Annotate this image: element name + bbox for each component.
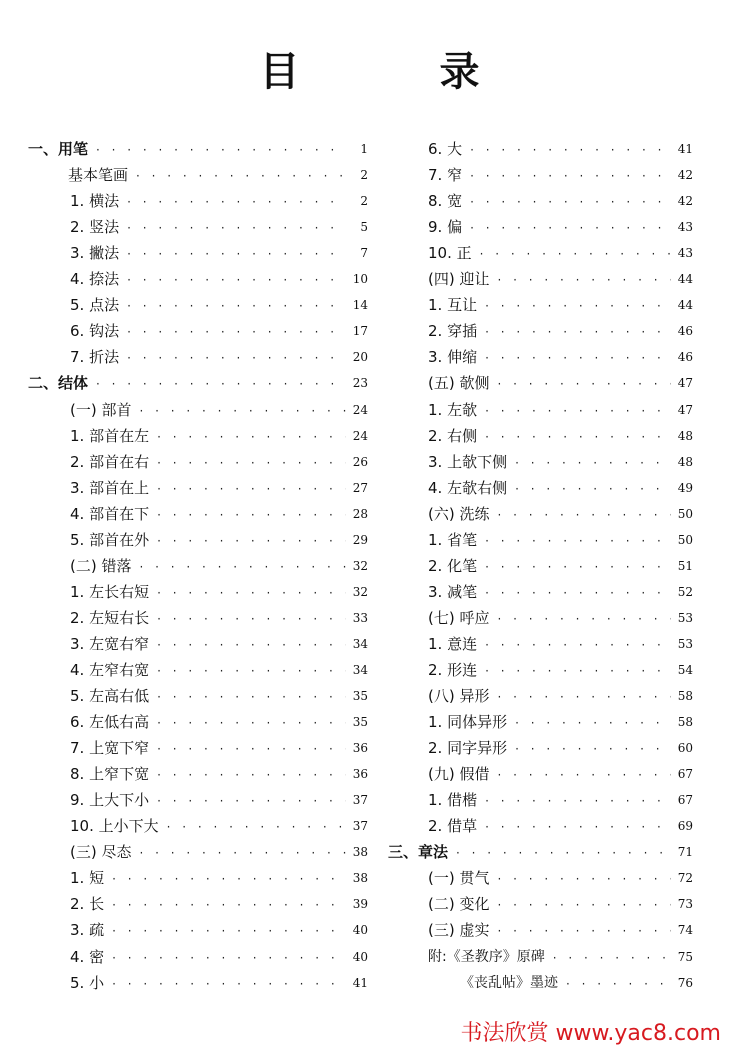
toc-entry-label: 2. 形连 [428, 660, 478, 679]
toc-entry-label: 二、结体 [28, 374, 89, 393]
toc-entry [388, 263, 693, 289]
toc-entry-page: 72 [677, 871, 693, 886]
toc-entry [388, 341, 693, 367]
toc-entry-page: 43 [677, 220, 693, 235]
toc-entry [28, 263, 368, 289]
toc-entry-page: 33 [352, 610, 368, 625]
toc-entry [388, 315, 693, 341]
toc-entry-page: 40 [352, 923, 368, 938]
toc-entry-page: 20 [352, 350, 368, 365]
toc-entry-label: (四) 迎让 [428, 270, 490, 289]
toc-entry-label: (八) 异形 [428, 687, 490, 706]
toc-entry-page: 51 [677, 558, 693, 573]
toc-entry-label: (二) 变化 [428, 895, 490, 914]
toc-entry [28, 654, 368, 680]
toc-entry-page: 36 [352, 767, 368, 782]
toc-entry [28, 315, 368, 341]
dot-leader [139, 558, 346, 576]
toc-entry [388, 914, 693, 940]
dot-leader [157, 454, 346, 472]
toc-entry-label: 3. 减笔 [428, 582, 478, 601]
dot-leader [157, 428, 346, 446]
toc-entry-label: 5. 点法 [70, 296, 120, 315]
toc-entry-label: 9. 上大下小 [70, 791, 150, 810]
toc-entry-label: 2. 化笔 [428, 556, 478, 575]
dot-leader [485, 349, 671, 367]
dot-leader [127, 297, 346, 315]
dot-leader [515, 454, 671, 472]
toc-entry [28, 888, 368, 914]
dot-leader [485, 297, 671, 315]
toc-entry [388, 393, 693, 419]
dot-leader [497, 870, 671, 888]
toc-entry-page: 27 [352, 480, 368, 495]
toc-entry-label: 5. 小 [70, 973, 105, 992]
dot-leader [157, 636, 346, 654]
toc-entry-label: (五) 欹侧 [428, 374, 490, 393]
dot-leader [157, 740, 346, 758]
toc-entry-page: 2 [360, 194, 368, 209]
toc-entry [28, 784, 368, 810]
toc-entry-page: 32 [352, 584, 368, 599]
toc-entry [388, 628, 693, 654]
toc-entry-label: 5. 部首在外 [70, 530, 150, 549]
toc-entry-label: 《丧乱帖》墨迹 [460, 974, 558, 991]
toc-entry-page: 24 [352, 402, 368, 417]
dot-leader [167, 818, 346, 836]
toc-entry-page: 73 [677, 897, 693, 912]
toc-entry-label: 1. 同体异形 [428, 713, 508, 732]
toc-entry-page: 74 [677, 923, 693, 938]
toc-entry [28, 862, 368, 888]
dot-leader [136, 167, 346, 185]
toc-entry [28, 628, 368, 654]
toc-entry-page: 71 [677, 845, 693, 860]
toc-entry-page: 14 [352, 298, 368, 313]
toc-entry [388, 810, 693, 836]
toc-entry [28, 706, 368, 732]
dot-leader [470, 193, 671, 211]
toc-entry-label: 1. 横法 [70, 192, 120, 211]
toc-entry [28, 680, 368, 706]
toc-entry [28, 940, 368, 966]
dot-leader [485, 428, 671, 446]
toc-entry-page: 35 [352, 715, 368, 730]
dot-leader [515, 740, 671, 758]
toc-entry [28, 185, 368, 211]
toc-entry-label: 6. 钩法 [70, 322, 120, 341]
toc-entry-label: 3. 疏 [70, 921, 105, 940]
toc-entry-page: 52 [677, 584, 693, 599]
dot-leader [485, 662, 671, 680]
dot-leader [566, 975, 671, 993]
toc-entry-page: 40 [352, 949, 368, 964]
toc-entry [388, 576, 693, 602]
toc-entry-page: 34 [352, 662, 368, 677]
dot-leader [127, 323, 346, 341]
toc-entry [388, 211, 693, 237]
toc-entry-page: 38 [352, 871, 368, 886]
toc-entry-page: 54 [677, 662, 693, 677]
toc-entry-label: 7. 上宽下窄 [70, 739, 150, 758]
dot-leader [139, 402, 346, 420]
toc-entry-page: 49 [677, 480, 693, 495]
toc-entry-page: 58 [677, 715, 693, 730]
toc-entry [28, 498, 368, 524]
dot-leader [112, 949, 346, 967]
toc-entry-page: 41 [677, 142, 693, 157]
toc-entry-label: 6. 大 [428, 140, 463, 159]
toc-entry-page: 32 [352, 558, 368, 573]
toc-entry [28, 602, 368, 628]
toc-entry-label: 2. 左短右长 [70, 608, 150, 627]
dot-leader [470, 167, 671, 185]
toc-entry-page: 41 [352, 975, 368, 990]
toc-entry-page: 28 [352, 506, 368, 521]
dot-leader [497, 766, 671, 784]
toc-entry-page: 67 [677, 767, 693, 782]
toc-entry [388, 784, 693, 810]
toc-entry-label: 三、章法 [388, 843, 449, 862]
toc-entry-label: 8. 宽 [428, 192, 463, 211]
toc-entry [28, 289, 368, 315]
toc-entry-label: 7. 折法 [70, 348, 120, 367]
dot-leader [127, 271, 346, 289]
toc-entry-page: 58 [677, 689, 693, 704]
dot-leader [157, 480, 346, 498]
dot-leader [497, 271, 671, 289]
toc-entry [388, 888, 693, 914]
toc-entry-page: 47 [677, 402, 693, 417]
toc-entry [388, 498, 693, 524]
toc-entry [388, 289, 693, 315]
toc-entry-label: 4. 左窄右宽 [70, 660, 150, 679]
toc-right-column [388, 133, 693, 993]
toc-entry [28, 810, 368, 836]
toc-entry [28, 237, 368, 263]
toc-entry-page: 36 [352, 741, 368, 756]
page-title: 目 录 [259, 49, 530, 95]
dot-leader [127, 219, 346, 237]
dot-leader [497, 896, 671, 914]
toc-entry-page: 1 [360, 142, 368, 157]
toc-entry-label: (一) 部首 [70, 400, 132, 419]
dot-leader [470, 141, 671, 159]
dot-leader [112, 975, 346, 993]
dot-leader [139, 844, 346, 862]
dot-leader [497, 610, 671, 628]
dot-leader [497, 922, 671, 940]
dot-leader [497, 506, 671, 524]
toc-entry-label: 2. 右侧 [428, 426, 478, 445]
toc-entry-page: 47 [677, 376, 693, 391]
dot-leader [485, 532, 671, 550]
toc-entry-page: 23 [352, 376, 368, 391]
toc-entry [388, 550, 693, 576]
toc-entry-label: 5. 左高右低 [70, 687, 150, 706]
dot-leader [157, 506, 346, 524]
toc-entry [388, 159, 693, 185]
toc-entry [28, 758, 368, 784]
dot-leader [456, 844, 671, 862]
toc-entry [28, 341, 368, 367]
dot-leader [157, 766, 346, 784]
toc-entry [28, 836, 368, 862]
toc-entry-label: 3. 伸缩 [428, 348, 478, 367]
dot-leader [157, 714, 346, 732]
toc-entry-page: 67 [677, 793, 693, 808]
toc-entry [388, 185, 693, 211]
toc-entry [388, 967, 693, 993]
toc-entry-label: 1. 互让 [428, 296, 478, 315]
dot-leader [157, 584, 346, 602]
toc-entry-label: 1. 部首在左 [70, 426, 150, 445]
toc-entry [388, 732, 693, 758]
dot-leader [485, 818, 671, 836]
toc-entry-label: 4. 密 [70, 947, 105, 966]
toc-entry [388, 472, 693, 498]
toc-entry-label: 1. 意连 [428, 634, 478, 653]
toc-entry-page: 26 [352, 454, 368, 469]
dot-leader [515, 714, 671, 732]
toc-entry-label: 2. 穿插 [428, 322, 478, 341]
toc-entry-page: 46 [677, 324, 693, 339]
toc-entry-page: 46 [677, 350, 693, 365]
toc-entry [28, 420, 368, 446]
toc-entry [388, 237, 693, 263]
toc-entry-page: 24 [352, 428, 368, 443]
toc-entry [388, 680, 693, 706]
toc-entry-label: 2. 长 [70, 895, 105, 914]
dot-leader [485, 558, 671, 576]
toc-entry [388, 836, 693, 862]
dot-leader [96, 375, 346, 393]
toc-entry [388, 706, 693, 732]
toc-entry-page: 42 [677, 194, 693, 209]
toc-entry [388, 654, 693, 680]
toc-entry [28, 914, 368, 940]
toc-entry-label: (七) 呼应 [428, 608, 490, 627]
dot-leader [553, 949, 671, 967]
watermark: 书法欣赏 www.yac8.com [460, 1021, 721, 1046]
toc-entry-label: 3. 撇法 [70, 244, 120, 263]
dot-leader [157, 532, 346, 550]
toc-entry [28, 576, 368, 602]
dot-leader [127, 193, 346, 211]
toc-entry-page: 34 [352, 636, 368, 651]
dot-leader [157, 610, 346, 628]
toc-entry-page: 2 [360, 168, 368, 183]
dot-leader [485, 323, 671, 341]
toc-entry-page: 37 [352, 819, 368, 834]
dot-leader [157, 688, 346, 706]
toc-entry-label: 2. 竖法 [70, 218, 120, 237]
dot-leader [485, 584, 671, 602]
toc-entry [28, 133, 368, 159]
toc-entry [28, 967, 368, 993]
dot-leader [112, 870, 346, 888]
dot-leader [470, 219, 671, 237]
toc-entry-label: 基本笔画 [68, 166, 129, 185]
toc-entry-page: 5 [360, 220, 368, 235]
toc-entry [388, 420, 693, 446]
dot-leader [515, 480, 671, 498]
toc-entry-label: 4. 捺法 [70, 270, 120, 289]
toc-entry-page: 7 [360, 246, 368, 261]
dot-leader [480, 245, 671, 263]
toc-entry-page: 10 [352, 272, 368, 287]
dot-leader [112, 896, 346, 914]
toc-entry-label: 1. 借楷 [428, 791, 478, 810]
dot-leader [157, 662, 346, 680]
toc-entry-label: (三) 虚实 [428, 921, 490, 940]
dot-leader [485, 792, 671, 810]
toc-entry [28, 367, 368, 393]
toc-entry-label: 2. 同字异形 [428, 739, 508, 758]
toc-entry-label: 3. 部首在上 [70, 478, 150, 497]
dot-leader [485, 636, 671, 654]
dot-leader [485, 402, 671, 420]
toc-entry-page: 42 [677, 168, 693, 183]
toc-entry [28, 732, 368, 758]
dot-leader [157, 792, 346, 810]
toc-entry [28, 524, 368, 550]
toc-entry [388, 940, 693, 966]
toc-entry-label: (一) 贯气 [428, 869, 490, 888]
toc-entry-page: 48 [677, 454, 693, 469]
toc-entry-label: 3. 上欹下侧 [428, 452, 508, 471]
toc-entry-label: 6. 左低右高 [70, 713, 150, 732]
toc-entry-label: (九) 假借 [428, 765, 490, 784]
toc-entry-page: 76 [677, 975, 693, 990]
toc-entry-page: 48 [677, 428, 693, 443]
toc-entry-label: 附:《圣教序》原碑 [428, 948, 545, 965]
toc-entry [388, 367, 693, 393]
toc-entry-page: 29 [352, 532, 368, 547]
toc-entry-page: 60 [677, 741, 693, 756]
toc-entry [28, 446, 368, 472]
toc-entry [28, 472, 368, 498]
toc-entry [388, 524, 693, 550]
toc-entry-label: 8. 上窄下宽 [70, 765, 150, 784]
toc-entry-label: 3. 左宽右窄 [70, 634, 150, 653]
dot-leader [112, 922, 346, 940]
toc-entry-page: 38 [352, 845, 368, 860]
toc-entry-label: 4. 左欹右侧 [428, 478, 508, 497]
toc-left-column [28, 133, 368, 993]
toc-entry [28, 393, 368, 419]
dot-leader [497, 375, 671, 393]
toc-entry [388, 602, 693, 628]
toc-entry [28, 159, 368, 185]
toc-entry-label: 10. 上小下大 [70, 817, 159, 836]
toc-entry-label: 1. 短 [70, 869, 105, 888]
dot-leader [96, 141, 346, 159]
toc-entry [388, 862, 693, 888]
toc-entry-label: 7. 窄 [428, 166, 463, 185]
toc-entry [388, 446, 693, 472]
toc-entry-label: 一、用笔 [28, 140, 89, 159]
toc-entry-page: 39 [352, 897, 368, 912]
toc-entry-page: 44 [677, 272, 693, 287]
toc-entry-label: (二) 错落 [70, 556, 132, 575]
toc-entry-page: 53 [677, 610, 693, 625]
toc-entry-label: (六) 洗练 [428, 504, 490, 523]
toc-entry-page: 50 [677, 532, 693, 547]
dot-leader [127, 349, 346, 367]
toc-entry-page: 35 [352, 689, 368, 704]
toc-entry-page: 43 [677, 246, 693, 261]
toc-entry-page: 75 [677, 949, 693, 964]
toc-entry-label: 4. 部首在下 [70, 504, 150, 523]
toc-entry-label: (三) 尽态 [70, 843, 132, 862]
toc-entry-page: 17 [352, 324, 368, 339]
toc-entry-page: 69 [677, 819, 693, 834]
toc-entry-page: 50 [677, 506, 693, 521]
toc-entry-label: 2. 借草 [428, 817, 478, 836]
toc-entry-page: 53 [677, 636, 693, 651]
toc-entry [388, 758, 693, 784]
toc-entry [28, 211, 368, 237]
dot-leader [497, 688, 671, 706]
toc-entry-label: 1. 左长右短 [70, 582, 150, 601]
toc-entry [28, 550, 368, 576]
toc-entry-label: 1. 左欹 [428, 400, 478, 419]
toc-entry [388, 133, 693, 159]
toc-entry-label: 10. 正 [428, 244, 472, 263]
toc-entry-page: 44 [677, 298, 693, 313]
toc-entry-label: 9. 偏 [428, 218, 463, 237]
toc-entry-label: 1. 省笔 [428, 530, 478, 549]
toc-entry-label: 2. 部首在右 [70, 452, 150, 471]
dot-leader [127, 245, 346, 263]
toc-entry-page: 37 [352, 793, 368, 808]
